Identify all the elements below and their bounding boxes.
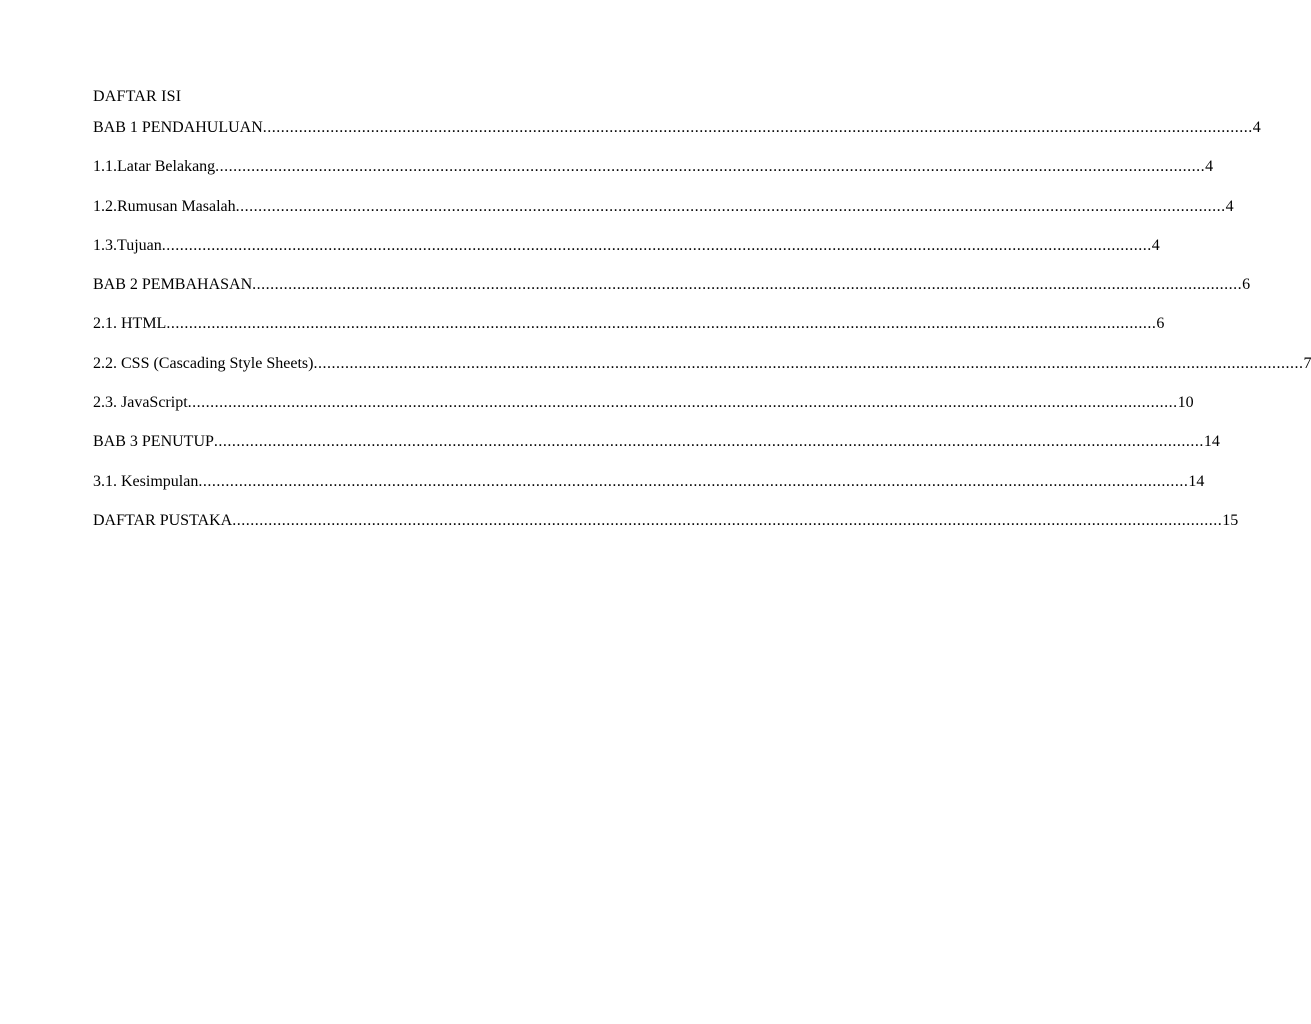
toc-entry — [93, 157, 1214, 196]
toc-dot-leader: ............................................................................................................................................................................................................................ — [213, 433, 1204, 451]
toc-entry-label: BAB 3 PENUTUP — [93, 433, 214, 451]
toc-entry-label: DAFTAR PUSTAKA — [93, 511, 233, 529]
toc-entry — [93, 511, 1239, 550]
toc-entry — [93, 314, 1165, 353]
toc-entry — [93, 236, 1160, 275]
toc-entry-label: BAB 1 PENDAHULUAN — [93, 119, 263, 136]
toc-entry-page-number: 4 — [1252, 119, 1261, 136]
toc-entry-page-number: 6 — [1156, 315, 1165, 333]
toc-entry-page-number: 10 — [1177, 394, 1194, 412]
toc-entry — [93, 393, 1194, 432]
toc-entry-label: 2.1. HTML — [93, 315, 167, 333]
toc-dot-leader: ............................................................................................................................................................................................................................ — [313, 354, 1304, 372]
toc-dot-leader: ............................................................................................................................................................................................................................ — [252, 276, 1243, 294]
table-of-contents — [93, 118, 1311, 550]
toc-entry-label: 1.2.Rumusan Masalah — [93, 197, 236, 215]
toc-entry-label: BAB 2 PEMBAHASAN — [93, 276, 253, 294]
toc-entry-page-number: 7 — [1303, 354, 1311, 372]
toc-dot-leader: ............................................................................................................................................................................................................................ — [262, 119, 1253, 136]
toc-entry — [93, 197, 1234, 236]
toc-entry — [93, 354, 1311, 393]
toc-entry-label: 2.3. JavaScript — [93, 394, 188, 412]
toc-entry-label: 1.1.Latar Belakang — [93, 158, 216, 176]
toc-entry — [93, 275, 1251, 314]
toc-dot-leader: ............................................................................................................................................................................................................................ — [161, 236, 1152, 254]
toc-dot-leader: ............................................................................................................................................................................................................................ — [187, 394, 1178, 412]
toc-entry-page-number: 6 — [1242, 276, 1251, 294]
toc-entry-label: 1.3.Tujuan — [93, 236, 162, 254]
toc-entry — [93, 432, 1220, 471]
toc-entry-page-number: 4 — [1151, 236, 1160, 254]
toc-entry-page-number: 14 — [1188, 472, 1205, 490]
toc-entry-page-number: 14 — [1203, 433, 1220, 451]
toc-entry-label: 3.1. Kesimpulan — [93, 472, 199, 490]
toc-entry-page-number: 15 — [1222, 511, 1239, 529]
page-title: DAFTAR ISI — [93, 88, 182, 105]
toc-dot-leader: ............................................................................................................................................................................................................................ — [215, 158, 1206, 176]
toc-dot-leader: ............................................................................................................................................................................................................................ — [166, 315, 1157, 333]
toc-dot-leader: ............................................................................................................................................................................................................................ — [235, 197, 1226, 215]
toc-dot-leader: ............................................................................................................................................................................................................................ — [198, 472, 1189, 490]
toc-entry-label: 2.2. CSS (Cascading Style Sheets) — [93, 354, 314, 372]
toc-entry — [93, 472, 1205, 511]
toc-entry-page-number: 4 — [1225, 197, 1234, 215]
toc-entry — [93, 118, 1261, 157]
toc-dot-leader: ............................................................................................................................................................................................................................ — [232, 511, 1223, 529]
toc-entry-page-number: 4 — [1205, 158, 1214, 176]
